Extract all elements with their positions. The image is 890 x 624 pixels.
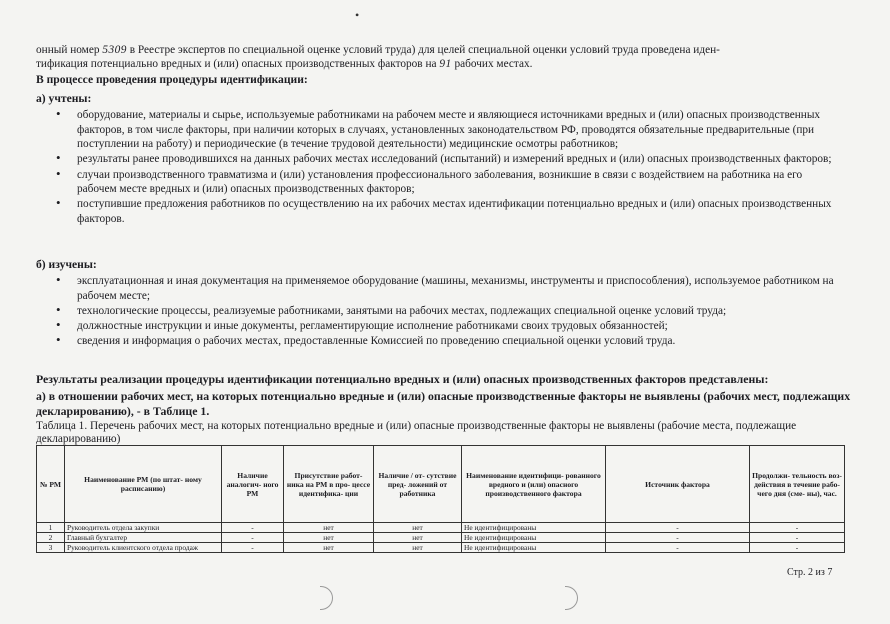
header-worker-presence: Присутствие работ- ника на РМ в про- цессе идентифика- ции — [284, 446, 374, 523]
section-b-label: б) изучены: — [36, 258, 97, 271]
section-a-list — [56, 108, 836, 227]
list-item: • должностные инструкции и иные документы, регламентирующие исполнение работниками своих трудовых обязанностей; — [56, 319, 836, 334]
cell-factor: Не идентифицированы — [462, 523, 606, 533]
registry-number: 5309 — [102, 44, 127, 56]
cell-presence: нет — [284, 533, 374, 543]
list-item: • случаи производственного травматизма и (или) установления профессионального заболевания, возникшие в связи с воздействием на работника на его рабочем месте вредных и (или) опасных производственных факторов; — [56, 168, 836, 197]
workplaces-table — [36, 445, 845, 553]
intro-line1-middle: в Реестре экспертов по специальной оценке условий труда) для целей специальной оценки условий труда проведена иден- — [129, 44, 720, 56]
punch-hole-mark — [320, 586, 333, 610]
page-number: Стр. 2 из 7 — [787, 567, 833, 578]
cell-number: 3 — [37, 543, 65, 553]
cell-analog: - — [222, 543, 284, 553]
workplace-count: 91 — [439, 58, 452, 70]
cell-presence: нет — [284, 523, 374, 533]
cell-number: 1 — [37, 523, 65, 533]
table-row — [37, 523, 845, 533]
table-row — [37, 533, 845, 543]
cell-presence: нет — [284, 543, 374, 553]
header-rm-number: № РМ — [37, 446, 65, 523]
list-item: • оборудование, материалы и сырье, используемые работниками на рабочем месте и являющиеся источниками вредных и (или) опасных производственных факторов, в том числе факторы, при наличии которых в случаях, установленных законодательством РФ, проводятся обязательные предварительные (при поступлении на работу) и периодические (в течение трудовой деятельности) медицинские осмотры работников; — [56, 108, 836, 152]
cell-duration: - — [750, 533, 845, 543]
list-item: • технологические процессы, реализуемые работниками, занятыми на рабочих местах, подлежащих специальной оценке условий труда; — [56, 304, 836, 319]
cell-rm-name: Руководитель отдела закупки — [65, 523, 222, 533]
cell-duration: - — [750, 543, 845, 553]
header-factor-source: Источник фактора — [606, 446, 750, 523]
intro-line2-prefix: тификация потенциально вредных и (или) опасных производственных факторов на — [36, 58, 437, 70]
cell-analog: - — [222, 523, 284, 533]
cell-source: - — [606, 533, 750, 543]
cell-factor: Не идентифицированы — [462, 543, 606, 553]
punch-hole-mark — [565, 586, 578, 610]
process-heading: В процессе проведения процедуры идентификации: — [36, 73, 308, 86]
header-exposure-duration: Продолжи- тельность воз- действия в течение рабо- чего дня (сме- ны), час. — [750, 446, 845, 523]
list-item: • сведения и информация о рабочих местах, предоставленные Комиссией по проведению специальной оценки условий труда. — [56, 334, 836, 349]
table-header-row — [37, 446, 845, 523]
cell-source: - — [606, 543, 750, 553]
section-b-list — [56, 274, 836, 349]
cell-source: - — [606, 523, 750, 533]
results-heading: Результаты реализации процедуры идентификации потенциально вредных и (или) опасных производственных факторов представлены: — [36, 372, 769, 386]
cell-proposals: нет — [374, 523, 462, 533]
scan-mark: • — [355, 8, 360, 22]
cell-rm-name: Руководитель клиентского отдела продаж — [65, 543, 222, 553]
cell-analog: - — [222, 533, 284, 543]
cell-rm-name: Главный бухгалтер — [65, 533, 222, 543]
cell-factor: Не идентифицированы — [462, 533, 606, 543]
intro-line1-prefix: онный номер — [36, 44, 100, 56]
list-item: • поступившие предложения работников по осуществлению на их рабочих местах идентификации потенциально вредных и (или) опасных производственных факторов. — [56, 197, 836, 226]
cell-proposals: нет — [374, 543, 462, 553]
header-analog-rm: Наличие аналогич- ного РМ — [222, 446, 284, 523]
header-proposals: Наличие / от- сутствие пред- ложений от работника — [374, 446, 462, 523]
intro-paragraph — [36, 43, 836, 71]
intro-line2-suffix: рабочих местах. — [454, 58, 533, 70]
section-a-label: а) учтены: — [36, 92, 92, 105]
list-item: • эксплуатационная и иная документация на применяемое оборудование (машины, механизмы, инструменты и приспособления), используемое работником на рабочем месте; — [56, 274, 836, 303]
cell-number: 2 — [37, 533, 65, 543]
cell-duration: - — [750, 523, 845, 533]
cell-proposals: нет — [374, 533, 462, 543]
list-item: • результаты ранее проводившихся на данных рабочих местах исследований (испытаний) и измерений вредных и (или) опасных производственных факторов; — [56, 152, 836, 167]
table-row — [37, 543, 845, 553]
header-factor-name: Наименование идентифици- рованного вредного и (или) опасного производственного фактора — [462, 446, 606, 523]
header-rm-name: Наименование РМ (по штат- ному расписанию) — [65, 446, 222, 523]
table-caption: Таблица 1. Перечень рабочих мест, на которых потенциально вредные и (или) опасные производственные факторы не выявлены (рабочие места, подлежащие декларированию) — [36, 420, 797, 445]
results-subheading: а) в отношении рабочих мест, на которых потенциально вредные и (или) опасные производственные факторы не выявлены (рабочих мест, подлежащих декларированию), - в Таблице 1. — [36, 389, 851, 418]
